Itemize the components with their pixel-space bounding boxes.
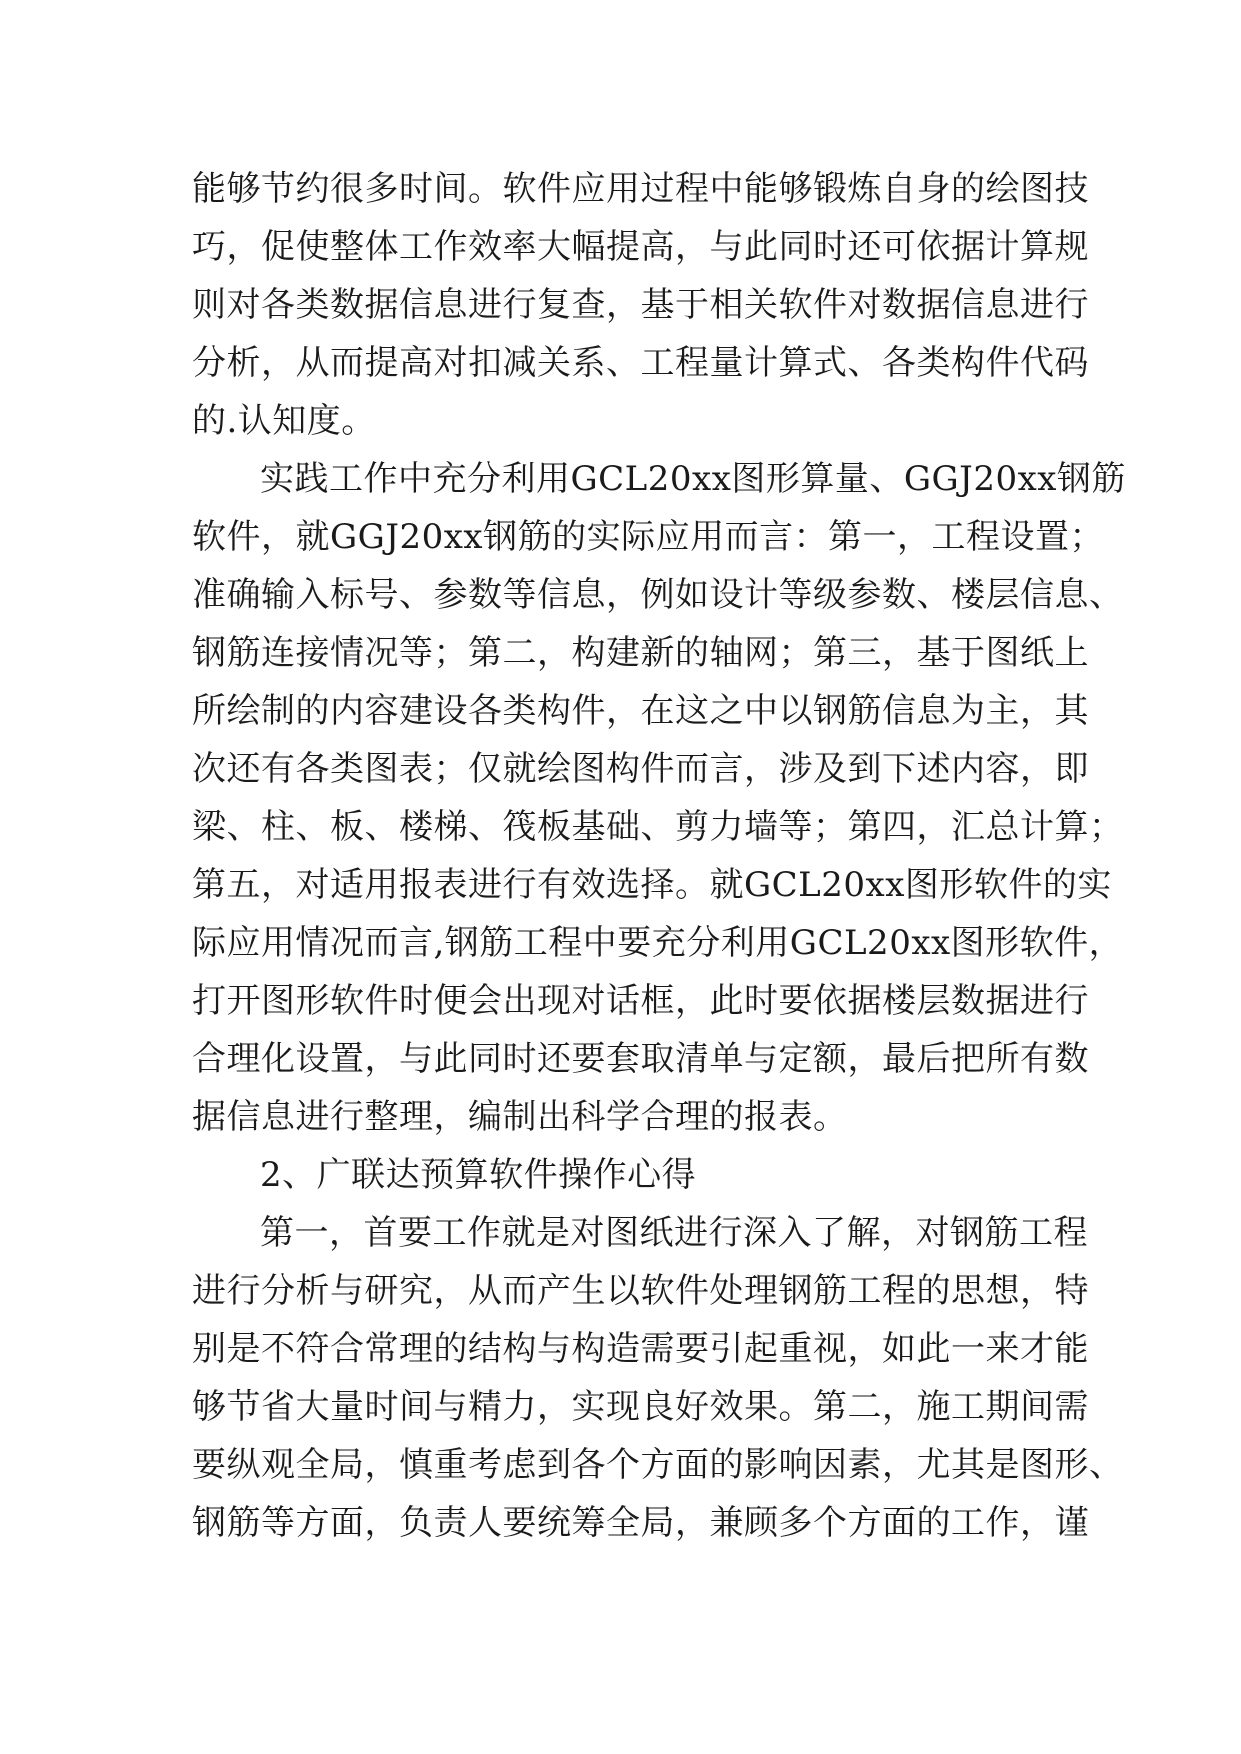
document-body	[192, 160, 1126, 1552]
paragraph-line: 梁、柱、板、楼梯、筏板基础、剪力墙等；第四，汇总计算；	[192, 807, 1124, 847]
paragraph-line: 能够节约很多时间。软件应用过程中能够锻炼自身的绘图技	[192, 169, 1089, 209]
paragraph-line: 别是不符合常理的结构与构造需要引起重视，如此一来才能	[192, 1329, 1089, 1369]
paragraph-line: 则对各类数据信息进行复查，基于相关软件对数据信息进行	[192, 285, 1089, 325]
paragraph-line: 实践工作中充分利用GCL20xx图形算量、GGJ20xx钢筋	[260, 459, 1126, 499]
paragraph-line: 分析，从而提高对扣减关系、工程量计算式、各类构件代码	[192, 343, 1089, 383]
paragraph-line: 所绘制的内容建设各类构件，在这之中以钢筋信息为主，其	[192, 691, 1089, 731]
paragraph-line: 进行分析与研究，从而产生以软件处理钢筋工程的思想，特	[192, 1271, 1089, 1311]
paragraph-line: 软件，就GGJ20xx钢筋的实际应用而言：第一，工程设置；	[192, 517, 1105, 557]
paragraph-line: 合理化设置，与此同时还要套取清单与定额，最后把所有数	[192, 1039, 1089, 1079]
paragraph-line: 够节省大量时间与精力，实现良好效果。第二，施工期间需	[192, 1387, 1089, 1427]
paragraph-line: 要纵观全局，慎重考虑到各个方面的影响因素，尤其是图形、	[192, 1445, 1124, 1485]
paragraph-line: 际应用情况而言,钢筋工程中要充分利用GCL20xx图形软件，	[192, 923, 1124, 963]
paragraph-line: 的.认知度。	[192, 401, 376, 441]
paragraph-line: 钢筋等方面，负责人要统筹全局，兼顾多个方面的工作，谨	[192, 1503, 1089, 1543]
paragraph-line: 次还有各类图表；仅就绘图构件而言，涉及到下述内容，即	[192, 749, 1089, 789]
paragraph-line: 第一，首要工作就是对图纸进行深入了解，对钢筋工程	[260, 1213, 1088, 1253]
paragraph-line: 据信息进行整理，编制出科学合理的报表。	[192, 1097, 848, 1137]
section-heading: 2、广联达预算软件操作心得	[260, 1155, 697, 1195]
paragraph-line: 打开图形软件时便会出现对话框，此时要依据楼层数据进行	[192, 981, 1089, 1021]
paragraph-line: 第五，对适用报表进行有效选择。就GCL20xx图形软件的实	[192, 865, 1112, 905]
paragraph-line: 准确输入标号、参数等信息，例如设计等级参数、楼层信息、	[192, 575, 1124, 615]
paragraph-line: 钢筋连接情况等；第二，构建新的轴网；第三，基于图纸上	[192, 633, 1089, 673]
paragraph-line: 巧，促使整体工作效率大幅提高，与此同时还可依据计算规	[192, 227, 1089, 267]
